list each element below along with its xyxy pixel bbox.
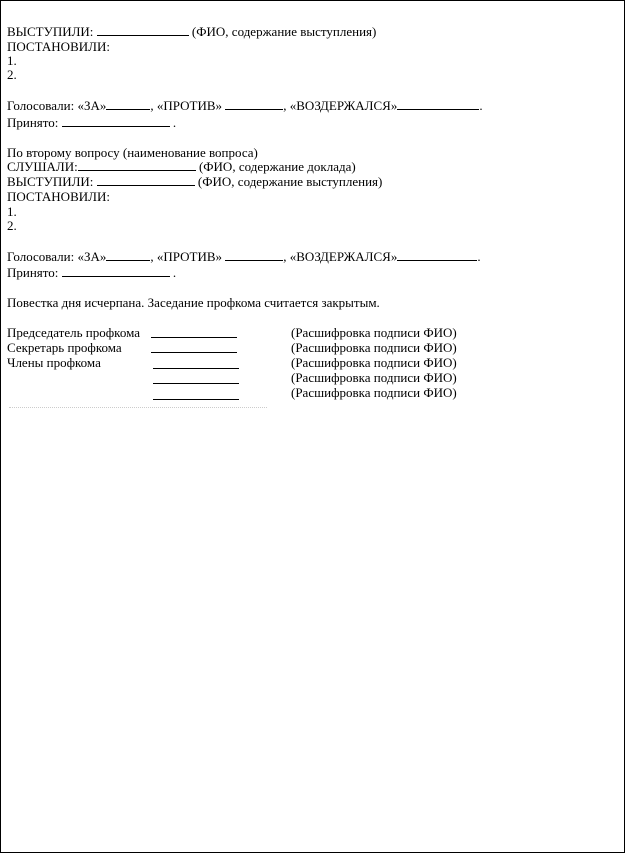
second-question: По второму вопросу (наименование вопроса) xyxy=(7,145,258,160)
signature-decode: (Расшифровка подписи ФИО) xyxy=(291,385,457,400)
signature-decode: (Расшифровка подписи ФИО) xyxy=(291,325,457,340)
members-label: Члены профкома xyxy=(7,355,101,370)
heard-hint: (ФИО, содержание доклада) xyxy=(198,159,356,174)
blank-field[interactable] xyxy=(106,249,150,261)
blank-field[interactable] xyxy=(106,98,150,110)
chair-label: Председатель профкома xyxy=(7,325,140,340)
blank-field[interactable] xyxy=(97,174,195,186)
spoke-line-1 xyxy=(7,24,376,39)
closing-statement: Повестка дня исчерпана. Заседание профкома считается закрытым. xyxy=(7,295,380,310)
blank-field[interactable] xyxy=(62,115,170,127)
signature-decode: (Расшифровка подписи ФИО) xyxy=(291,370,457,385)
heard-label: СЛУШАЛИ: xyxy=(7,159,78,174)
spoke-line-2 xyxy=(7,174,382,189)
voted-line-2: Голосовали: «ЗА» , «ПРОТИВ» , «ВОЗДЕРЖАЛСЯ» . xyxy=(7,249,481,264)
voted-abstain-label: , «ВОЗДЕРЖАЛСЯ» xyxy=(283,98,398,113)
spoke-hint: (ФИО, содержание выступления) xyxy=(191,24,377,39)
accepted-line-1: Принято: . xyxy=(7,115,177,130)
member-signature-field[interactable] xyxy=(153,382,239,384)
blank-field[interactable] xyxy=(225,249,283,261)
spoke-label: ВЫСТУПИЛИ: xyxy=(7,174,94,189)
heard-line xyxy=(7,159,356,174)
accepted-line-2: Принято: . xyxy=(7,265,177,280)
decision-item-1: 1. xyxy=(7,204,17,219)
decided-heading-2: ПОСТАНОВИЛИ: xyxy=(7,189,110,204)
accepted-label: Принято: xyxy=(7,115,59,130)
accepted-label: Принято: xyxy=(7,265,59,280)
spoke-label: ВЫСТУПИЛИ: xyxy=(7,24,94,39)
chair-signature-field[interactable] xyxy=(151,336,237,338)
voted-for-label: Голосовали: «ЗА» xyxy=(7,249,107,264)
member-signature-field[interactable] xyxy=(153,398,239,400)
blank-field[interactable] xyxy=(78,159,196,171)
blank-field[interactable] xyxy=(397,98,479,110)
voted-abstain-label: , «ВОЗДЕРЖАЛСЯ» xyxy=(283,249,398,264)
secretary-signature-field[interactable] xyxy=(151,351,237,353)
signature-decode: (Расшифровка подписи ФИО) xyxy=(291,355,457,370)
voted-line-1: Голосовали: «ЗА» , «ПРОТИВ» , «ВОЗДЕРЖАЛСЯ» . xyxy=(7,98,483,113)
signature-decode: (Расшифровка подписи ФИО) xyxy=(291,340,457,355)
blank-field[interactable] xyxy=(225,98,283,110)
spoke-hint: (ФИО, содержание выступления) xyxy=(197,174,383,189)
blank-field[interactable] xyxy=(62,265,170,277)
voted-against-label: , «ПРОТИВ» xyxy=(150,249,223,264)
decision-item-2: 2. xyxy=(7,67,17,82)
secretary-label: Секретарь профкома xyxy=(7,340,122,355)
blank-field[interactable] xyxy=(97,24,189,36)
voted-against-label: , «ПРОТИВ» xyxy=(150,98,223,113)
decided-heading-1: ПОСТАНОВИЛИ: xyxy=(7,39,110,54)
member-signature-field[interactable] xyxy=(153,367,239,369)
blank-field[interactable] xyxy=(397,249,477,261)
voted-for-label: Голосовали: «ЗА» xyxy=(7,98,107,113)
faint-divider xyxy=(9,407,267,408)
decision-item-1: 1. xyxy=(7,53,17,68)
decision-item-2: 2. xyxy=(7,218,17,233)
